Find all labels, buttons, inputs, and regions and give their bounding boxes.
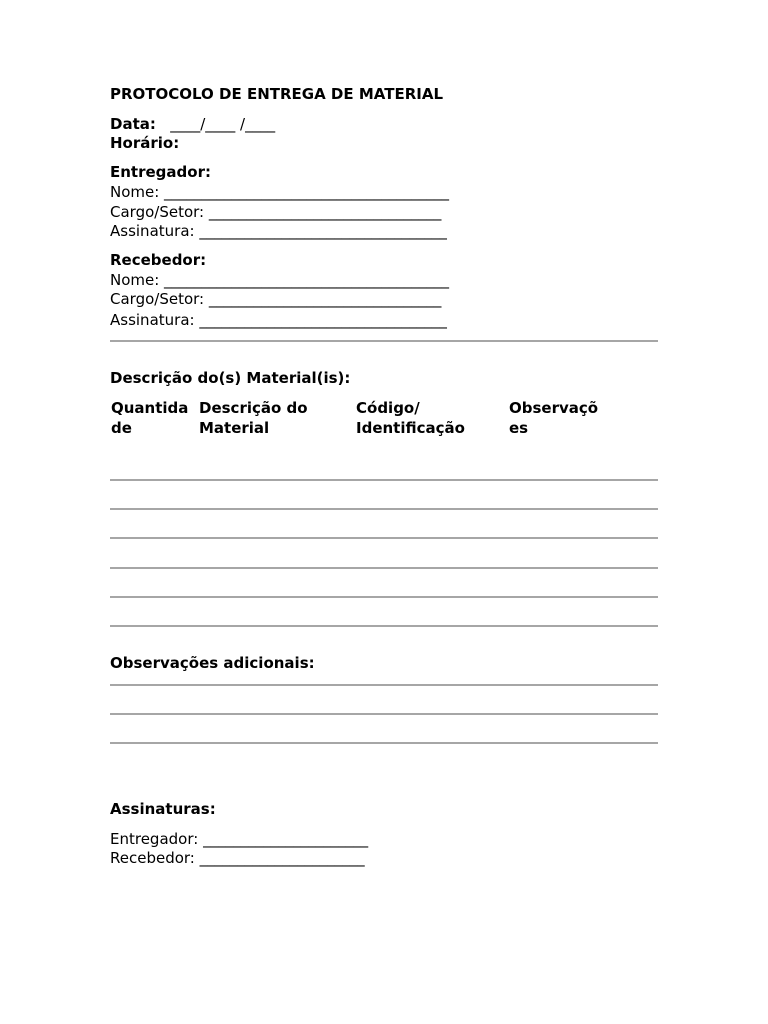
- materials-heading: Descrição do(s) Material(is):: [110, 369, 351, 387]
- time-label: Horário:: [110, 134, 180, 152]
- column-header-code: Código/ Identificação: [356, 399, 465, 437]
- document-title: PROTOCOLO DE ENTREGA DE MATERIAL: [110, 85, 443, 103]
- notes-heading: Observações adicionais:: [110, 654, 315, 672]
- receiver-final-signature: Recebedor: ______________________: [110, 849, 365, 867]
- notes-line: [110, 742, 658, 744]
- receiver-heading: Recebedor:: [110, 251, 207, 269]
- date-label: Data:: [110, 115, 156, 133]
- receiver-signature-field: Assinatura: _________________________________: [110, 311, 447, 329]
- table-row-line: [110, 625, 658, 627]
- notes-line: [110, 684, 658, 686]
- section-divider: [110, 340, 658, 342]
- date-blank: ____/____ /____: [170, 115, 276, 133]
- date-line: [110, 115, 275, 134]
- receiver-role-field: Cargo/Setor: _______________________________: [110, 290, 442, 308]
- deliverer-signature-field: Assinatura: _________________________________: [110, 222, 447, 240]
- table-row-line: [110, 537, 658, 539]
- table-row-line: [110, 479, 658, 481]
- deliverer-final-signature: Entregador: ______________________: [110, 830, 369, 848]
- notes-line: [110, 713, 658, 715]
- deliverer-role-field: Cargo/Setor: _______________________________: [110, 203, 442, 221]
- signatures-heading: Assinaturas:: [110, 800, 216, 818]
- column-header-description: Descrição do Material: [199, 399, 308, 437]
- column-header-observations: Observaçõ es: [509, 399, 599, 437]
- table-row-line: [110, 567, 658, 569]
- receiver-name-field: Nome: ______________________________________: [110, 271, 450, 289]
- deliverer-name-field: Nome: ______________________________________: [110, 183, 450, 201]
- table-row-line: [110, 596, 658, 598]
- deliverer-heading: Entregador:: [110, 163, 211, 181]
- table-row-line: [110, 508, 658, 510]
- column-header-quantity: Quantida de: [111, 399, 189, 437]
